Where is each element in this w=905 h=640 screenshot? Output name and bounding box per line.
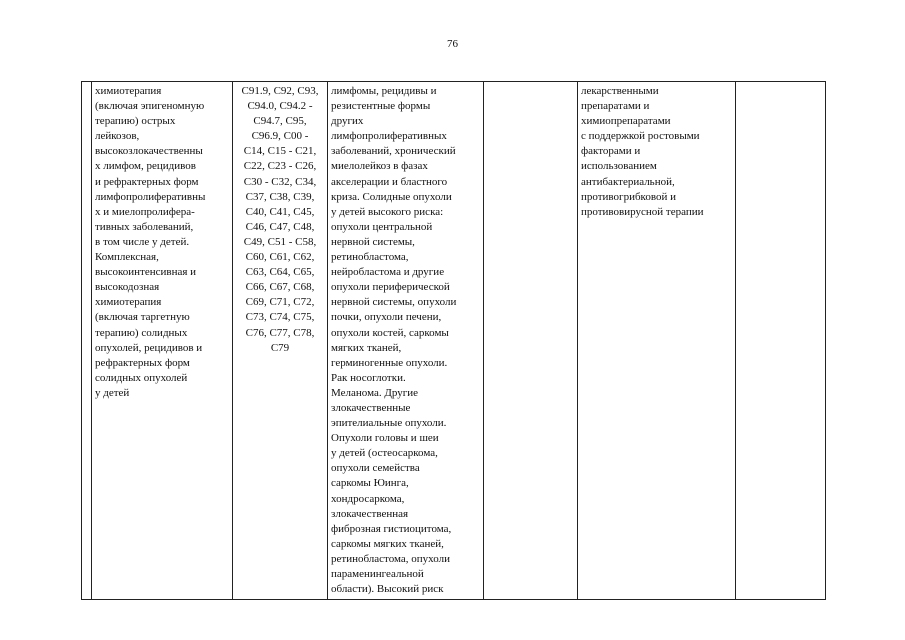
text-line: у детей (остеосаркома, [331,447,438,460]
text-line: резистентные формы [331,100,431,113]
text-line: у детей высокого риска: [331,205,444,218]
cell-icd-codes [233,82,328,600]
text-line: химиотерапия [95,296,162,309]
cell-empty-7 [736,82,826,600]
text-line: Комплексная, [95,251,159,264]
text-line: х лимфом, рецидивов [95,160,196,173]
text-line: C79 [270,341,290,354]
text-line: ретинобластома, [331,251,409,264]
text-line: C66, C67, C68, [245,281,315,294]
text-line: высокоинтенсивная и [95,266,197,279]
text-line: химиотерапия [95,85,162,97]
text-line: терапию) острых [95,115,176,128]
document-table [81,81,826,600]
text-line: лимфопролиферативны [95,190,206,203]
text-line: C91.9, C92, C93, [241,85,319,97]
cell-number [82,82,92,600]
text-line: и рефрактерных форм [95,175,199,188]
text-line: мягких тканей, [331,341,402,354]
text-line: почки, опухоли печени, [331,311,442,324]
text-line: лимфопролиферативных [331,130,447,143]
text-line: C76, C77, C78, [245,326,315,339]
text-line: препаратами и [581,100,650,113]
text-line: противогрибковой и [581,190,676,203]
text-line: криза. Солидные опухоли [331,190,452,203]
text-line: антибактериальной, [581,175,675,188]
text-line: C94.7, C95, [253,115,307,128]
text-line: нервной системы, опухоли [331,296,457,309]
text-line: саркомы Юинга, [331,477,409,490]
cell-empty-5 [484,82,578,600]
text-line: лекарственными [581,85,659,97]
text-line: (включая эпигеномную [95,100,205,113]
text-line: эпителиальные опухоли. [331,417,447,430]
text-line: (включая таргетную [95,311,190,324]
text-line: химиопрепаратами [581,115,671,128]
cell-treatment [92,82,233,600]
text-line: рефрактерных форм [95,356,190,369]
text-line: злокачественная [331,507,409,520]
text-line: других [331,115,364,128]
text-line: области). Высокий риск [331,583,444,596]
text-line: фиброзная гистиоцитома, [331,522,452,535]
text-line: C60, C61, C62, [245,251,315,264]
text-line: C69, C71, C72, [245,296,315,309]
text-line: терапию) солидных [95,326,188,339]
text-line: Опухоли головы и шеи [331,432,439,445]
text-line: опухоли периферической [331,281,450,294]
text-line: C46, C47, C48, [245,220,315,233]
text-line: опухоли семейства [331,462,420,475]
text-line: Рак носоглотки. [331,371,406,384]
text-line: акселерации и бластного [331,175,448,188]
text-line: факторами и [581,145,641,158]
text-line: ретинобластома, опухоли [331,552,450,565]
cell-method [578,82,736,600]
text-line: параменингеальной [331,568,424,580]
text-line: тивных заболеваний, [95,220,194,233]
text-line: высокозлокачественны [95,145,203,158]
page-number: 76 [447,38,458,50]
text-line: C49, C51 - C58, [243,235,317,248]
text-line: C63, C64, C65, [245,266,315,279]
text-line: с поддержкой ростовыми [581,130,700,143]
text-line: использованием [581,160,657,173]
text-line: солидных опухолей [95,371,188,384]
text-line: лимфомы, рецидивы и [331,85,437,97]
text-line: C22, C23 - C26, [243,160,317,173]
table-row [82,82,826,600]
text-line: Меланома. Другие [331,386,418,399]
cell-diagnosis [328,82,484,600]
text-line: опухоли центральной [331,220,433,233]
text-line: C40, C41, C45, [245,205,315,218]
text-line: опухолей, рецидивов и [95,341,203,354]
text-line: нервной системы, [331,235,415,248]
text-line: C96.9, C00 - [251,130,309,143]
text-line: C94.0, C94.2 - [247,100,313,113]
text-line: герминогенные опухоли. [331,356,448,369]
text-line: хондросаркома, [331,492,405,505]
text-line: заболеваний, хронический [331,145,456,158]
text-line: опухоли костей, саркомы [331,326,449,339]
text-line: миелолейкоз в фазах [331,160,428,173]
text-line: злокачественные [331,401,411,414]
text-line: лейкозов, [95,130,140,143]
text-line: нейробластома и другие [331,266,445,279]
text-line: противовирусной терапии [581,205,704,218]
text-line: C14, C15 - C21, [243,145,317,158]
text-line: C73, C74, C75, [245,311,315,324]
text-line: C30 - C32, C34, [243,175,317,188]
text-line: высокодозная [95,281,160,294]
text-line: в том числе у детей. [95,235,190,248]
text-line: саркомы мягких тканей, [331,537,444,550]
text-line: у детей [95,386,130,399]
text-line: C37, C38, C39, [245,190,315,203]
text-line: х и миелопролифера- [95,205,195,218]
